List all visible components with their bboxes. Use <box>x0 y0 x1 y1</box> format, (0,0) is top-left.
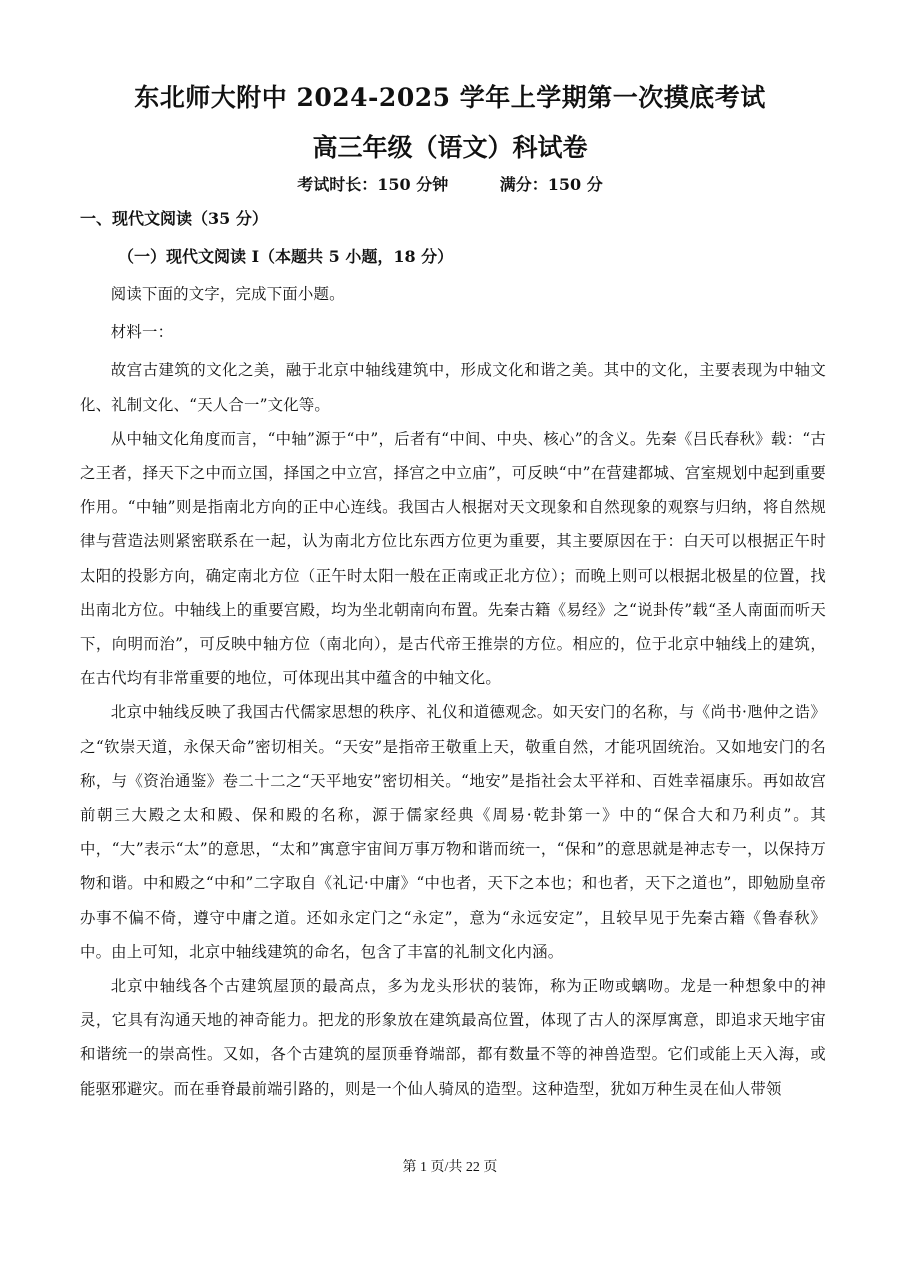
instruction-text: 阅读下面的文字，完成下面小题。 <box>110 285 345 303</box>
exam-meta <box>0 172 900 195</box>
reading-body <box>80 277 826 1106</box>
paragraph-3: 北京中轴线反映了我国古代儒家思想的秩序、礼仪和道德观念。如天安门的名称，与《尚书·虺仲之诰》之“钦崇天道，永保天命”密切相关。“天安”是指帝王敬重上天，敬重自然，才能巩固统治。又如地安门的名称，与《资治通鉴》卷二十二之“天平地安”密切相关。“地安”是指社会太平祥和、百姓幸福康乐。再如故宫前朝三大殿之太和殿、保和殿的名称，源于儒家经典《周易·乾卦第一》中的“保合大和乃利贞”。其中，“大”表示“太”的意思，“太和”寓意宇宙间万事万物和谐而统一，“保和”的意思就是神志专一，以保持万物和谐。中和殿之“中和”二字取自《礼记·中庸》“中也者，天下之本也；和也者，天下之道也”，即勉励皇帝办事不偏不倚，遵守中庸之道。还如永定门之“永定”，意为“永远安定”，且较早见于先秦古籍《鲁春秋》中。由上可知，北京中轴线建筑的命名，包含了丰富的礼制文化内涵。 <box>80 703 826 961</box>
exam-score: 满分：150 分 <box>499 175 603 194</box>
section-heading: 一、现代文阅读（35 分） <box>80 209 268 228</box>
exam-duration: 考试时长：150 分钟 <box>297 175 449 194</box>
exam-subtitle: 高三年级（语文）科试卷 <box>312 133 588 162</box>
subsection-heading: （一）现代文阅读 I（本题共 5 小题，18 分） <box>118 247 454 266</box>
paragraph-4: 北京中轴线各个古建筑屋顶的最高点，多为龙头形状的装饰，称为正吻或螭吻。龙是一种想象中的神灵，它具有沟通天地的神奇能力。把龙的形象放在建筑最高位置，体现了古人的深厚寓意，即追求天地宇宙和谐统一的崇高性。又如，各个古建筑的屋顶垂脊端部，都有数量不等的神兽造型。它们或能上天入海，或能驱邪避灾。而在垂脊最前端引路的，则是一个仙人骑凤的造型。这种造型，犹如万种生灵在仙人带领 <box>80 977 826 1098</box>
page-number: 第 1 页/共 22 页 <box>402 1160 498 1175</box>
exam-title: 东北师大附中 2024-2025 学年上学期第一次摸底考试 <box>134 83 766 112</box>
paragraph-2: 从中轴文化角度而言，“中轴”源于“中”，后者有“中间、中央、核心”的含义。先秦《吕氏春秋》载：“古之王者，择天下之中而立国，择国之中立宫，择宫之中立庙”，可反映“中”在营建都城、宫室规划中起到重要作用。“中轴”则是指南北方向的正中心连线。我国古人根据对天文现象和自然现象的观察与归纳，将自然规律与营造法则紧密联系在一起，认为南北方位比东西方位更为重要，其主要原因在于：白天可以根据正午时太阳的投影方向，确定南北方位（正午时太阳一般在正南或正北方位）；而晚上则可以根据北极星的位置，找出南北方位。中轴线上的重要宫殿，均为坐北朝南向布置。先秦古籍《易经》之“说卦传”载“圣人南面而听天下，向明而治”，可反映中轴方位（南北向），是古代帝王推崇的方位。相应的，位于北京中轴线上的建筑，在古代均有非常重要的地位，可体现出其中蕴含的中轴文化。 <box>80 429 826 688</box>
paragraph-1: 故宫古建筑的文化之美，融于北京中轴线建筑中，形成文化和谐之美。其中的文化，主要表现为中轴文化、礼制文化、“天人合一”文化等。 <box>80 361 826 414</box>
material-label: 材料一： <box>110 323 174 342</box>
